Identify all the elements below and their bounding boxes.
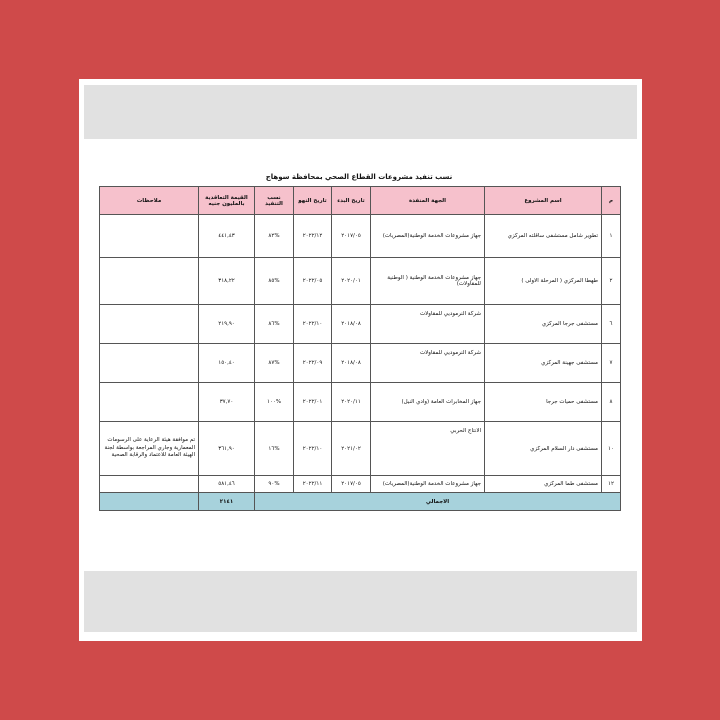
cell-end: ٢٠٢٢/٠٥ (294, 258, 332, 305)
table-title: نسب تنفيذ مشروعات القطاع الصحي بمحافظة سوهاج (265, 173, 453, 181)
cell-entity: الانتاج الحربي (371, 422, 485, 476)
table-row (100, 305, 621, 344)
cell-num: ٧ (602, 344, 621, 383)
cell-pct: %٨٧ (255, 344, 294, 383)
total-value: ٢١٤١ (199, 493, 255, 511)
cell-value: ٣١٨,٢٢ (199, 258, 255, 305)
cell-value: ٥٨١,٤٦ (199, 476, 255, 493)
total-row (100, 493, 621, 511)
cell-num: ٢ (602, 258, 621, 305)
cell-project: مستشفى طما المركزي (485, 476, 602, 493)
table-row (100, 344, 621, 383)
cell-num: ٨ (602, 383, 621, 422)
cell-end: ٢٠٢٢/١١ (294, 476, 332, 493)
cell-entity: جهاز المخابرات العامة (وادي النيل) (371, 383, 485, 422)
cell-start: ٢٠٢١/٠٢ (332, 422, 371, 476)
cell-pct: %٩٠ (255, 476, 294, 493)
header-row (100, 187, 621, 215)
cell-project: مستشفى جرجا المركزي (485, 305, 602, 344)
cell-num: ١٠ (602, 422, 621, 476)
cell-entity: جهاز مشروعات الخدمة الوطنية(المصريات) (371, 476, 485, 493)
cell-project: مستشفى دار السلام المركزي (485, 422, 602, 476)
cell-num: ١ (602, 215, 621, 258)
cell-notes (100, 383, 199, 422)
bottom-gray-bar (84, 571, 637, 632)
cell-end: ٢٠٢٢/٠٩ (294, 344, 332, 383)
cell-pct: %٨٦ (255, 305, 294, 344)
header-entity: الجهة المنفذة (371, 187, 485, 215)
cell-value: ٣٧,٧٠ (199, 383, 255, 422)
cell-notes (100, 305, 199, 344)
cell-pct: %١٠٠ (255, 383, 294, 422)
cell-project: تطوير شامل مستشفى ساقلته المركزي (485, 215, 602, 258)
table-row (100, 422, 621, 476)
cell-end: ٢٠٢٢/١٢ (294, 215, 332, 258)
header-start: تاريخ البدء (332, 187, 371, 215)
cell-notes (100, 476, 199, 493)
cell-start: ٢٠١٧/٠٥ (332, 215, 371, 258)
cell-value: ٣٦١,٩٠ (199, 422, 255, 476)
header-end: تاريخ النهو (294, 187, 332, 215)
cell-end: ٢٠٢٢/١٠ (294, 422, 332, 476)
cell-start: ٢٠١٨/٠٨ (332, 344, 371, 383)
cell-project: مستشفى جهينة المركزي (485, 344, 602, 383)
header-num: م (602, 187, 621, 215)
cell-start: ٢٠٢٠/٠١ (332, 258, 371, 305)
cell-pct: %٨٢ (255, 215, 294, 258)
cell-notes (100, 258, 199, 305)
header-notes: ملاحظات (100, 187, 199, 215)
cell-entity: شركة النرموديي للمقاولات (371, 305, 485, 344)
cell-value: ١٥٠,٤٠ (199, 344, 255, 383)
cell-project: طهطا المركزي ( المرحلة الاولى ) (485, 258, 602, 305)
cell-notes: تم موافقة هيئة الرعاية على الرسومات المعمارية وجاري المراجعة بواسطة لجنة الهيئة العامة للاعتماد والرقابة الصحية (100, 422, 199, 476)
projects-table (99, 186, 621, 511)
cell-num: ٦ (602, 305, 621, 344)
cell-pct: %١٦ (255, 422, 294, 476)
total-label: الاجمالي (255, 493, 621, 511)
table-row (100, 383, 621, 422)
top-gray-bar (84, 85, 637, 139)
cell-value: ٤٤١,٤٣ (199, 215, 255, 258)
cell-notes (100, 215, 199, 258)
header-value: القيمة التعاقدية بالمليون جنيه (199, 187, 255, 215)
table-row (100, 476, 621, 493)
cell-entity: شركة النرموديي للمقاولات (371, 344, 485, 383)
total-notes-blank (100, 493, 199, 511)
table-row (100, 215, 621, 258)
table-row (100, 258, 621, 305)
cell-start: ٢٠١٧/٠٥ (332, 476, 371, 493)
cell-end: ٢٠٢٢/١٠ (294, 305, 332, 344)
cell-entity: جهاز مشروعات الخدمة الوطنية ( الوطنية للمقاولات) (371, 258, 485, 305)
cell-entity: جهاز مشروعات الخدمة الوطنية(المصريات) (371, 215, 485, 258)
header-pct: نسب التنفيذ (255, 187, 294, 215)
header-project: اسم المشروع (485, 187, 602, 215)
cell-value: ٢١٩,٩٠ (199, 305, 255, 344)
cell-start: ٢٠١٨/٠٨ (332, 305, 371, 344)
cell-num: ١٢ (602, 476, 621, 493)
cell-notes (100, 344, 199, 383)
cell-pct: %٨٥ (255, 258, 294, 305)
cell-project: مستشفى حميات جرجا (485, 383, 602, 422)
cell-end: ٢٠٢٢/٠١ (294, 383, 332, 422)
cell-start: ٢٠٢٠/١١ (332, 383, 371, 422)
